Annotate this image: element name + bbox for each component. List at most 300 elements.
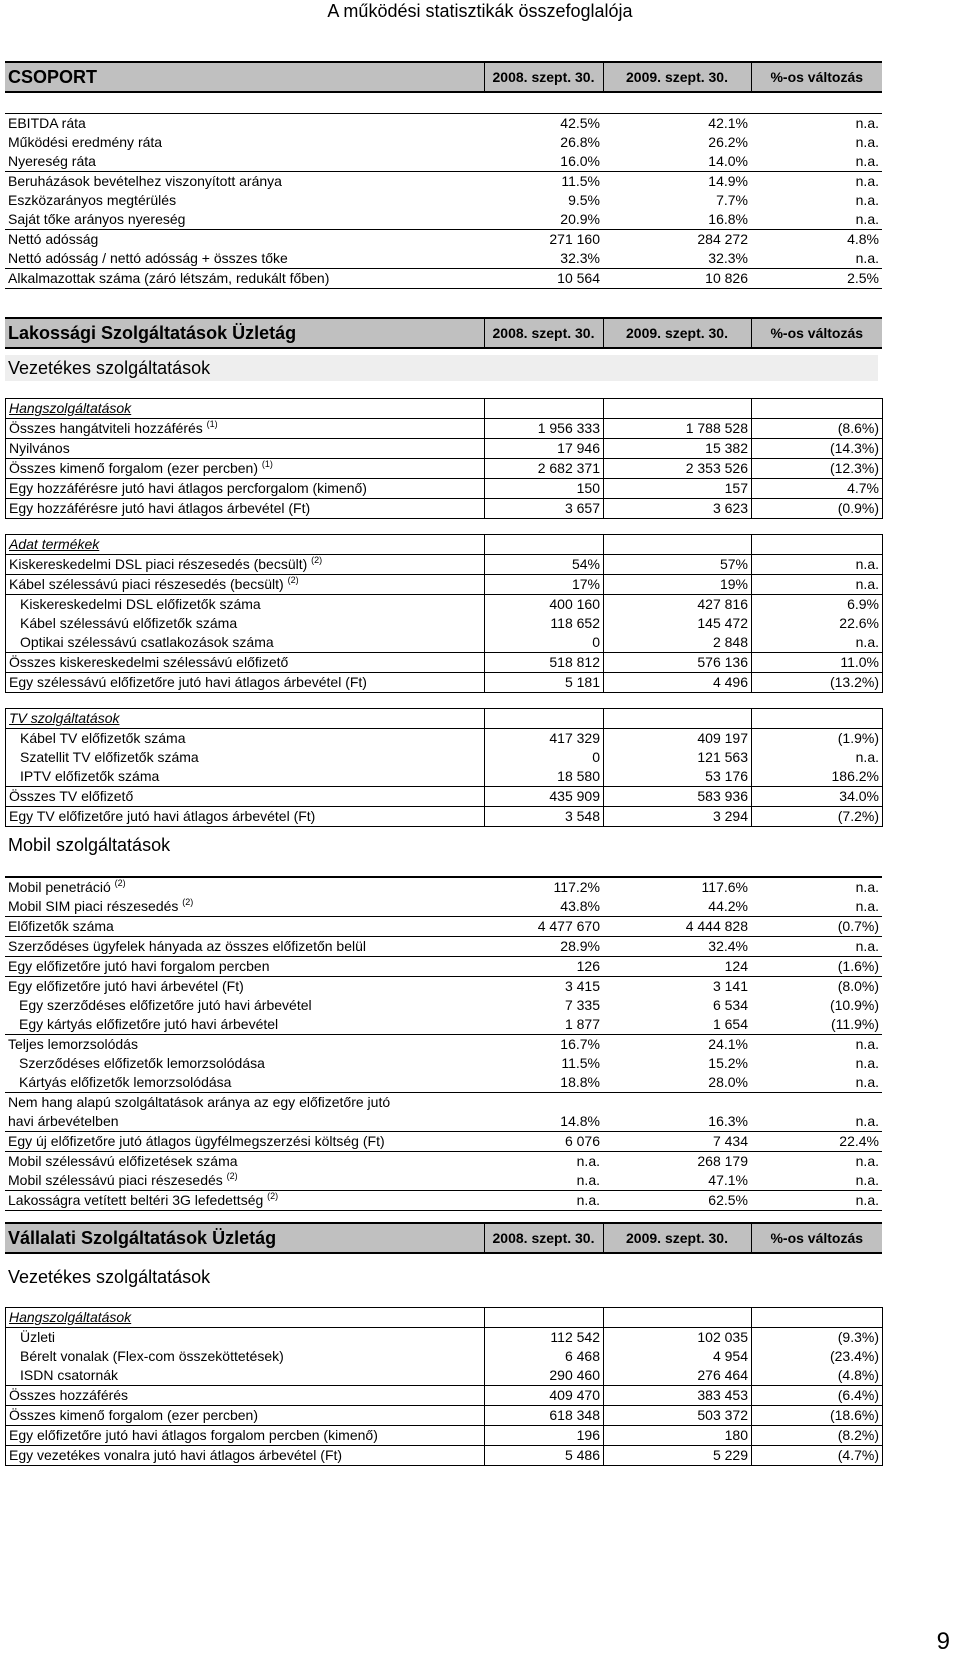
value-change: n.a.: [751, 937, 882, 957]
row-label-text: Beruházások bevételhez viszonyított aránya: [8, 173, 282, 189]
lakossagi-tv: [5, 708, 882, 827]
lakossagi-section: [5, 317, 882, 349]
lakossagi-hang: [5, 398, 882, 519]
value-2008: 17%: [485, 575, 604, 595]
row-label: [5, 1054, 484, 1073]
value-2008: 10 564: [484, 269, 603, 289]
value-2009: 53 176: [604, 767, 752, 787]
value-2009: 42.1%: [708, 115, 748, 131]
value-2009: 32.3%: [708, 250, 748, 266]
value-2009: 7 434: [603, 1132, 751, 1152]
table-row: [6, 595, 883, 615]
lakossagi-vezetekes-title: Vezetékes szolgáltatások: [5, 355, 878, 381]
row-label: [6, 595, 485, 615]
row-label-text: Szerződéses ügyfelek hányada az összes előfizetőn belül: [8, 938, 366, 954]
value-2008: 28.9%: [484, 937, 603, 957]
page-title: A működési statisztikák összefoglalója: [327, 1, 633, 21]
value-change: 22.6%: [752, 614, 883, 633]
value-2009: 16.3%: [708, 1113, 748, 1129]
value-change: (0.9%): [752, 499, 883, 519]
value-2009: 145 472: [604, 614, 752, 633]
col-header-2008: 2008. szept. 30.: [484, 62, 603, 92]
row-label: [6, 1406, 485, 1426]
row-label-text: Összes hangátviteli hozzáférés: [9, 420, 203, 436]
table-row: [5, 1132, 882, 1152]
table-row: [6, 1426, 883, 1446]
table-row: [5, 191, 882, 210]
value-2008: 26.8%: [560, 134, 600, 150]
value-2009: 102 035: [604, 1328, 752, 1348]
value-change: (1.6%): [751, 957, 882, 977]
value-change: (8.2%): [752, 1426, 883, 1446]
value-2008: 20.9%: [560, 211, 600, 227]
table-row: [6, 479, 883, 499]
row-label: [5, 133, 484, 152]
row-label: [5, 230, 484, 250]
value-change: n.a.: [855, 115, 879, 131]
value-2008: 7 335: [564, 997, 600, 1013]
value-change: n.a.: [752, 748, 883, 767]
row-label: [6, 614, 485, 633]
value-2008: 1 877: [564, 1016, 600, 1032]
value-2008: 271 160: [484, 230, 603, 250]
value-2009: 276 464: [604, 1366, 752, 1386]
lakossagi-hang-table: [5, 398, 883, 519]
subsection-title: Adat termékek: [6, 535, 485, 555]
value-2009: 1 788 528: [604, 419, 752, 439]
row-label: [5, 1035, 484, 1055]
value-2008: 409 470: [485, 1386, 604, 1406]
row-label: [5, 1093, 484, 1113]
row-label: [5, 172, 484, 192]
value-2008: 3 657: [485, 499, 604, 519]
value-change: (1.9%): [752, 729, 883, 749]
value-2008: 3 548: [485, 807, 604, 827]
row-label: [6, 729, 485, 749]
row-label: [5, 917, 484, 937]
value-2008: [484, 1093, 603, 1113]
table-row: [6, 807, 883, 827]
row-label-text: Egy kártyás előfizetőre jutó havi árbevétel: [19, 1016, 279, 1032]
row-label-text: Mobil szélessávú előfizetések száma: [8, 1153, 238, 1169]
col-header-change: %-os változás: [751, 1223, 882, 1253]
table-row: [6, 767, 883, 787]
row-label: [5, 269, 484, 289]
value-2008: n.a.: [484, 1191, 603, 1211]
value-change: (12.3%): [752, 459, 883, 479]
lakossagi-tv-table: [5, 708, 883, 827]
row-label: [6, 633, 485, 653]
table-row: [5, 877, 882, 897]
value-2008: 11.5%: [484, 172, 603, 192]
row-label-text: Összes kimenő forgalom (ezer percben): [9, 460, 258, 476]
row-label: [5, 1171, 484, 1191]
row-label-text: Szatellit TV előfizetők száma: [20, 749, 199, 765]
value-2008: 42.5%: [560, 115, 600, 131]
table-row: [6, 787, 883, 807]
value-change: n.a.: [855, 898, 879, 914]
table-row: [6, 499, 883, 519]
row-label: [6, 575, 485, 595]
row-label: [5, 114, 484, 134]
value-change: n.a.: [855, 1074, 879, 1090]
col-header-2009: 2009. szept. 30.: [603, 318, 751, 348]
value-2009: [603, 1093, 751, 1113]
value-2009: 28.0%: [708, 1074, 748, 1090]
row-label-text: Egy előfizetőre jutó havi átlagos forgalom percben (kimenő): [9, 1427, 378, 1443]
table-row: [6, 459, 883, 479]
value-2008: 14.8%: [560, 1113, 600, 1129]
row-label-text: Teljes lemorzsolódás: [8, 1036, 138, 1052]
value-2009: 3 623: [604, 499, 752, 519]
value-2008: 2 682 371: [485, 459, 604, 479]
value-change: 6.9%: [752, 595, 883, 615]
row-label: [5, 1015, 484, 1035]
value-2009: 124: [603, 957, 751, 977]
value-2008: 43.8%: [560, 898, 600, 914]
csoport-section: [5, 61, 882, 289]
table-row: [5, 1035, 882, 1055]
row-label: [5, 996, 484, 1015]
value-change: (4.7%): [752, 1446, 883, 1466]
csoport-table: [5, 113, 882, 289]
row-label: [5, 1112, 484, 1132]
footnote-ref: (2): [226, 1171, 238, 1181]
section-title: CSOPORT: [5, 62, 484, 92]
value-change: n.a.: [855, 250, 879, 266]
lakossagi-mobil-table: [5, 876, 882, 1211]
table-row: [6, 729, 883, 749]
value-2009: 383 453: [604, 1386, 752, 1406]
row-label-text: havi árbevételben: [8, 1113, 119, 1129]
value-change: (7.2%): [752, 807, 883, 827]
section-title: Vállalati Szolgáltatások Üzletág: [5, 1223, 484, 1253]
row-label-text: Nettó adósság: [8, 231, 99, 247]
value-2009: 44.2%: [708, 898, 748, 914]
row-label: [6, 1446, 485, 1466]
row-label: [6, 555, 485, 575]
value-2008: 117.2%: [553, 879, 600, 895]
value-2008: 196: [485, 1426, 604, 1446]
value-change: n.a.: [855, 1172, 879, 1188]
value-2009: 2 848: [604, 633, 752, 653]
value-2009: 427 816: [604, 595, 752, 615]
value-2009: 1 654: [712, 1016, 748, 1032]
value-2009: 24.1%: [603, 1035, 751, 1055]
table-row: [5, 269, 882, 289]
subsection-title: Hangszolgáltatások: [6, 1308, 485, 1328]
row-label: [6, 748, 485, 767]
row-label-text: Optikai szélessávú csatlakozások száma: [20, 634, 274, 650]
row-label: [6, 1366, 485, 1386]
row-label-text: Bérelt vonalak (Flex-com összeköttetések): [20, 1348, 284, 1364]
value-change: 34.0%: [752, 787, 883, 807]
value-2008: 3 415: [484, 977, 603, 997]
value-2008: 17 946: [485, 439, 604, 459]
value-2009: 576 136: [604, 653, 752, 673]
value-change: n.a.: [855, 879, 879, 895]
value-2009: 4 954: [604, 1347, 752, 1366]
footnote-ref: (2): [267, 1191, 279, 1201]
value-2008: n.a.: [484, 1152, 603, 1172]
row-label-text: Kiskereskedelmi DSL piaci részesedés (becsült): [9, 556, 308, 572]
col-header-change: %-os változás: [751, 318, 882, 348]
table-row: [5, 249, 882, 269]
row-label: [5, 1132, 484, 1152]
row-label: [6, 439, 485, 459]
value-change: n.a.: [751, 1191, 882, 1211]
value-2009: 4 444 828: [603, 917, 751, 937]
value-2008: 6 076: [484, 1132, 603, 1152]
row-label-text: IPTV előfizetők száma: [20, 768, 160, 784]
table-row: [6, 1347, 883, 1366]
value-change: n.a.: [752, 575, 883, 595]
value-2008: 32.3%: [560, 250, 600, 266]
table-row: [6, 1328, 883, 1348]
table-row: [5, 1171, 882, 1191]
row-label: [5, 210, 484, 230]
row-label-text: Előfizetők száma: [8, 918, 114, 934]
row-label-text: Egy hozzáférésre jutó havi átlagos percforgalom (kimenő): [9, 480, 367, 496]
row-label: [6, 673, 485, 693]
table-row: [5, 230, 882, 250]
table-row: [6, 1386, 883, 1406]
value-2009: 121 563: [604, 748, 752, 767]
value-2009: 583 936: [604, 787, 752, 807]
table-row: [6, 439, 883, 459]
footnote-ref: (2): [311, 555, 323, 565]
table-row: [6, 1406, 883, 1426]
row-label-text: Összes kimenő forgalom (ezer percben): [9, 1407, 258, 1423]
lakossagi-adat: [5, 534, 882, 693]
row-label: [5, 977, 484, 997]
value-2009: 268 179: [603, 1152, 751, 1172]
row-label-text: Kiskereskedelmi DSL előfizetők száma: [20, 596, 261, 612]
row-label-text: Összes kiskereskedelmi szélessávú előfizető: [9, 654, 289, 670]
row-label: [5, 1152, 484, 1172]
row-label-text: Egy hozzáférésre jutó havi átlagos árbevétel (Ft): [9, 500, 311, 516]
value-2008: 417 329: [485, 729, 604, 749]
value-change: (14.3%): [752, 439, 883, 459]
row-label-text: Összes TV előfizető: [9, 788, 134, 804]
subsection-title: TV szolgáltatások: [6, 709, 485, 729]
row-label-text: Mobil penetráció: [8, 879, 111, 895]
table-row: [5, 957, 882, 977]
row-label-text: Szerződéses előfizetők lemorzsolódása: [19, 1055, 265, 1071]
mobil-title: Mobil szolgáltatások: [8, 835, 171, 855]
value-2008: 0: [485, 748, 604, 767]
vallalati-hang-table: [5, 1307, 883, 1466]
row-label: [6, 1426, 485, 1446]
row-label: [6, 787, 485, 807]
value-2009: 3 294: [604, 807, 752, 827]
value-change: n.a.: [855, 211, 879, 227]
value-change: (8.0%): [751, 977, 882, 997]
row-label: [6, 499, 485, 519]
value-change: n.a.: [855, 192, 879, 208]
value-2009: 5 229: [604, 1446, 752, 1466]
value-change: (13.2%): [752, 673, 883, 693]
row-label-text: Kábel TV előfizetők száma: [20, 730, 186, 746]
value-2008: n.a.: [576, 1172, 600, 1188]
table-row: [5, 210, 882, 230]
value-2008: 150: [485, 479, 604, 499]
table-row: [5, 1112, 882, 1132]
value-change: n.a.: [855, 134, 879, 150]
row-label-text: Lakosságra vetített beltéri 3G lefedettség: [8, 1192, 264, 1208]
row-label-text: Egy TV előfizetőre jutó havi átlagos árbevétel (Ft): [9, 808, 316, 824]
row-label: [6, 479, 485, 499]
value-change: n.a.: [855, 1055, 879, 1071]
value-2008: 400 160: [485, 595, 604, 615]
value-2008: 618 348: [485, 1406, 604, 1426]
value-change: n.a.: [751, 1035, 882, 1055]
value-2008: 9.5%: [568, 192, 600, 208]
value-2008: 5 486: [485, 1446, 604, 1466]
value-change: n.a.: [752, 633, 883, 653]
col-header-2009: 2009. szept. 30.: [603, 62, 751, 92]
value-2008: 16.0%: [560, 153, 600, 169]
table-row: [5, 1191, 882, 1211]
value-change: (23.4%): [752, 1347, 883, 1366]
row-label-text: Egy előfizetőre jutó havi forgalom percben: [8, 958, 270, 974]
value-2008: 11.5%: [561, 1055, 600, 1071]
row-label-text: Egy új előfizetőre jutó átlagos ügyfélmegszerzési költség (Ft): [8, 1133, 385, 1149]
table-row: [5, 1015, 882, 1035]
row-label: [5, 957, 484, 977]
col-header-2008: 2008. szept. 30.: [484, 1223, 603, 1253]
table-row: [6, 1446, 883, 1466]
value-2008: 126: [484, 957, 603, 977]
value-2008: 118 652: [485, 614, 604, 633]
row-label-text: Kábel szélessávú előfizetők száma: [20, 615, 238, 631]
value-change: (11.9%): [831, 1016, 879, 1032]
value-2008: 18.8%: [560, 1074, 600, 1090]
value-2009: 47.1%: [708, 1172, 748, 1188]
value-2009: 7.7%: [716, 192, 748, 208]
value-change: n.a.: [752, 555, 883, 575]
value-2009: 15.2%: [708, 1055, 748, 1071]
vallalati-header: [5, 1222, 882, 1254]
row-label: [5, 249, 484, 269]
value-2008: 518 812: [485, 653, 604, 673]
row-label-text: Üzleti: [20, 1329, 56, 1345]
row-label-text: Mobil SIM piaci részesedés: [8, 898, 179, 914]
table-row: [5, 917, 882, 937]
value-2008: 16.7%: [484, 1035, 603, 1055]
value-2009: 15 382: [604, 439, 752, 459]
table-row: [6, 748, 883, 767]
value-2008: 4 477 670: [484, 917, 603, 937]
row-label-text: Egy szélessávú előfizetőre jutó havi átlagos árbevétel (Ft): [9, 674, 367, 690]
footnote-ref: (1): [206, 419, 218, 429]
value-2008: 290 460: [485, 1366, 604, 1386]
lakossagi-adat-table: [5, 534, 883, 693]
row-label-text: Kábel szélessávú piaci részesedés (becsült): [9, 576, 284, 592]
footnote-ref: (2): [114, 878, 126, 888]
lakossagi-header: [5, 317, 882, 349]
value-2009: 409 197: [604, 729, 752, 749]
value-2009: 26.2%: [708, 134, 748, 150]
row-label-text: EBITDA ráta: [8, 115, 86, 131]
value-2008: 0: [485, 633, 604, 653]
value-change: 186.2%: [752, 767, 883, 787]
value-2008: 54%: [485, 555, 604, 575]
row-label: [5, 152, 484, 172]
table-row: [6, 614, 883, 633]
row-label-text: Eszközarányos megtérülés: [8, 192, 177, 208]
row-label: [6, 1347, 485, 1366]
value-2009: 503 372: [604, 1406, 752, 1426]
table-row: [6, 633, 883, 653]
table-row: [6, 653, 883, 673]
col-header-2008: 2008. szept. 30.: [484, 318, 603, 348]
row-label: [5, 1191, 484, 1211]
col-header-2009: 2009. szept. 30.: [603, 1223, 751, 1253]
vallalati-section: [5, 1222, 882, 1254]
table-row: [5, 152, 882, 172]
value-2008: 435 909: [485, 787, 604, 807]
table-row: [6, 1366, 883, 1386]
row-label-text: ISDN csatornák: [20, 1367, 119, 1383]
row-label-text: Nyereség ráta: [8, 153, 96, 169]
csoport-header: [5, 61, 882, 93]
footnote-ref: (1): [261, 459, 273, 469]
row-label-text: Nyilvános: [9, 440, 70, 456]
row-label: [5, 877, 484, 897]
value-2009: 32.4%: [603, 937, 751, 957]
value-change: (6.4%): [752, 1386, 883, 1406]
value-2009: 16.8%: [708, 211, 748, 227]
row-label-text: Működési eredmény ráta: [8, 134, 163, 150]
table-row: [5, 996, 882, 1015]
value-change: 4.8%: [751, 230, 882, 250]
row-label: [6, 653, 485, 673]
value-change: [751, 1093, 882, 1113]
value-change: 2.5%: [751, 269, 882, 289]
value-2008: 112 542: [485, 1328, 604, 1348]
row-label: [6, 807, 485, 827]
row-label-text: Egy előfizetőre jutó havi árbevétel (Ft): [8, 978, 244, 994]
row-label-text: Egy vezetékes vonalra jutó havi átlagos árbevétel (Ft): [9, 1447, 343, 1463]
vallalati-hang: [5, 1307, 882, 1466]
value-change: (9.3%): [752, 1328, 883, 1348]
table-row: [6, 419, 883, 439]
value-2009: 10 826: [603, 269, 751, 289]
row-label-text: Összes hozzáférés: [9, 1387, 129, 1403]
value-2009: 6 534: [712, 997, 748, 1013]
row-label-text: Saját tőke arányos nyereség: [8, 211, 186, 227]
lakossagi-mobil: [5, 876, 882, 1211]
value-change: n.a.: [751, 172, 882, 192]
vallalati-vezetekes-title: Vezetékes szolgáltatások: [8, 1267, 211, 1287]
section-title: Lakossági Szolgáltatások Üzletág: [5, 318, 484, 348]
subsection-title: Hangszolgáltatások: [6, 399, 485, 419]
table-row: [5, 172, 882, 192]
value-2009: 284 272: [603, 230, 751, 250]
page-number: 9: [936, 1628, 950, 1655]
table-row: [5, 133, 882, 152]
value-2008: 18 580: [485, 767, 604, 787]
table-row: [6, 575, 883, 595]
value-change: n.a.: [751, 1152, 882, 1172]
row-label-text: Nettó adósság / nettó adósság + összes tőke: [8, 250, 288, 266]
table-row: [5, 977, 882, 997]
table-row: [5, 897, 882, 917]
value-change: (10.9%): [829, 997, 879, 1013]
value-2009: 117.6%: [701, 879, 748, 895]
value-change: (4.8%): [752, 1366, 883, 1386]
